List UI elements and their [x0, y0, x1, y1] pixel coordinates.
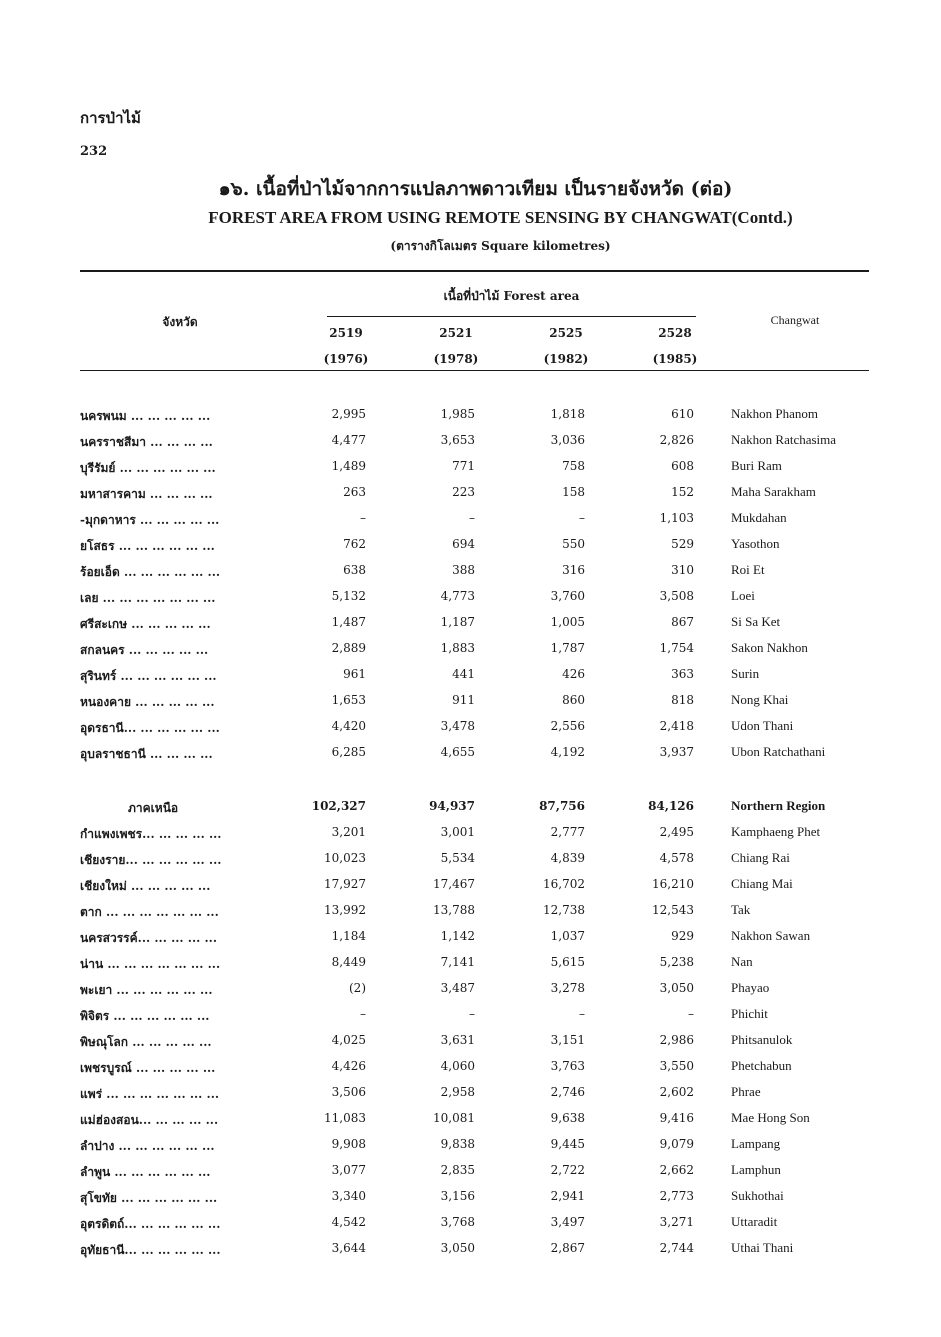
changwat-english: Nan	[731, 954, 753, 969]
year-header-2	[426, 326, 486, 366]
province-thai: -มุกดาหาร ... ... ... ... ...	[80, 513, 220, 527]
column-header-province: จังหวัด	[162, 315, 198, 329]
value-4: 363	[671, 667, 694, 681]
province-thai: สุโขทัย ... ... ... ... ... ...	[80, 1191, 218, 1205]
value-1: 1,489	[331, 459, 366, 473]
province-thai: แพร่ ... ... ... ... ... ... ...	[80, 1087, 220, 1101]
value-1: 1,487	[331, 615, 366, 629]
value-4: 9,416	[659, 1111, 694, 1125]
value-1: 638	[343, 563, 366, 577]
changwat-english: Si Sa Ket	[731, 614, 781, 629]
value-2: 441	[452, 667, 475, 681]
province-thai: ยโสธร ... ... ... ... ... ...	[80, 539, 215, 553]
value-2: 1,883	[440, 641, 475, 655]
value-3: –	[579, 511, 585, 525]
value-4: 3,937	[659, 745, 694, 759]
value-2: –	[469, 511, 475, 525]
value-4: 3,508	[659, 589, 694, 603]
value-1: 9,908	[331, 1137, 366, 1151]
changwat-english: Mukdahan	[731, 510, 787, 525]
value-3: 2,556	[550, 719, 585, 733]
changwat-english: Lamphun	[731, 1162, 781, 1177]
year-be: 2519	[329, 326, 363, 340]
header-bottom-rule	[80, 370, 869, 371]
value-1: 6,285	[331, 745, 366, 759]
value-3: 2,746	[550, 1085, 585, 1099]
value-3: 3,760	[550, 589, 585, 603]
value-1: 3,340	[331, 1189, 366, 1203]
year-be: 2525	[549, 326, 583, 340]
value-1: 1,184	[331, 929, 366, 943]
units-note: (ตารางกิโลเมตร Square kilometres)	[390, 239, 611, 253]
page-number: 232	[80, 144, 108, 159]
value-4: 1,103	[659, 511, 694, 525]
value-4: 3,550	[659, 1059, 694, 1073]
changwat-english: Kamphaeng Phet	[731, 824, 821, 839]
value-4: 929	[671, 929, 694, 943]
value-1: 1,653	[331, 693, 366, 707]
value-1: 11,083	[324, 1111, 366, 1125]
value-4: 2,662	[659, 1163, 694, 1177]
changwat-english: Ubon Ratchathani	[731, 744, 826, 759]
value-4: 2,495	[659, 825, 694, 839]
value-3: 3,497	[550, 1215, 585, 1229]
changwat-english: Surin	[731, 666, 760, 681]
value-1: 17,927	[324, 877, 366, 891]
province-thai: หนองคาย ... ... ... ... ...	[80, 695, 215, 709]
value-2: 9,838	[440, 1137, 475, 1151]
changwat-english: Uttaradit	[731, 1214, 778, 1229]
province-thai: เชียงราย... ... ... ... ... ...	[80, 853, 222, 867]
value-4: 818	[671, 693, 694, 707]
value-1: (2)	[349, 981, 366, 995]
value-3: 12,738	[543, 903, 585, 917]
value-2: 223	[452, 485, 475, 499]
changwat-english: Northern Region	[731, 798, 826, 813]
value-1: 10,023	[324, 851, 366, 865]
province-thai: พะเยา ... ... ... ... ... ...	[80, 983, 213, 997]
value-1: 263	[343, 485, 366, 499]
changwat-english: Maha Sarakham	[731, 484, 816, 499]
province-thai: ศรีสะเกษ ... ... ... ... ...	[80, 617, 211, 631]
value-2: 4,655	[440, 745, 475, 759]
value-3: 2,777	[550, 825, 585, 839]
value-1: 13,992	[324, 903, 366, 917]
value-3: 550	[562, 537, 585, 551]
province-thai: สุรินทร์ ... ... ... ... ... ...	[80, 669, 217, 683]
year-ce: (1976)	[323, 352, 369, 366]
province-thai: ลำปาง ... ... ... ... ... ...	[80, 1139, 215, 1153]
changwat-english: Phrae	[731, 1084, 761, 1099]
value-4: 152	[671, 485, 694, 499]
value-4: 12,543	[652, 903, 694, 917]
value-4: 2,744	[659, 1241, 694, 1255]
value-1: 762	[343, 537, 366, 551]
value-3: 1,818	[550, 407, 585, 421]
forest-area-rule	[327, 316, 696, 317]
value-4: 867	[671, 615, 694, 629]
value-4: 2,826	[659, 433, 694, 447]
value-2: 694	[452, 537, 475, 551]
value-1: 4,542	[331, 1215, 366, 1229]
value-2: 94,937	[429, 799, 475, 813]
value-1: 3,506	[331, 1085, 366, 1099]
changwat-english: Phichit	[731, 1006, 768, 1021]
year-ce: (1985)	[652, 352, 698, 366]
value-4: 5,238	[659, 955, 694, 969]
value-2: 911	[452, 693, 475, 707]
value-1: 3,644	[331, 1241, 366, 1255]
province-thai: มหาสารคาม ... ... ... ...	[80, 487, 213, 501]
value-4: 4,578	[659, 851, 694, 865]
province-thai: พิจิตร ... ... ... ... ... ...	[80, 1009, 210, 1023]
table-top-rule	[80, 270, 869, 272]
value-1: 4,025	[331, 1033, 366, 1047]
value-4: 3,050	[659, 981, 694, 995]
changwat-english: Lampang	[731, 1136, 781, 1151]
value-3: 16,702	[543, 877, 585, 891]
province-thai: บุรีรัมย์ ... ... ... ... ... ...	[80, 461, 216, 475]
value-4: 529	[671, 537, 694, 551]
section-title: การป่าไม้	[80, 109, 141, 127]
changwat-english: Phayao	[731, 980, 770, 995]
value-2: 3,156	[440, 1189, 475, 1203]
value-2: 3,631	[440, 1033, 475, 1047]
changwat-english: Chiang Rai	[731, 850, 790, 865]
province-thai: สกลนคร ... ... ... ... ...	[80, 643, 209, 657]
value-1: –	[360, 511, 366, 525]
table-title-english: FOREST AREA FROM USING REMOTE SENSING BY CHANGWAT(Contd.)	[208, 208, 793, 227]
year-header-3	[536, 326, 596, 366]
value-3: 2,722	[550, 1163, 585, 1177]
changwat-english: Phitsanulok	[731, 1032, 793, 1047]
value-3: 5,615	[550, 955, 585, 969]
value-1: 961	[343, 667, 366, 681]
year-be: 2528	[658, 326, 692, 340]
value-1: 4,477	[331, 433, 366, 447]
value-1: 8,449	[331, 955, 366, 969]
value-4: 2,773	[659, 1189, 694, 1203]
value-3: 3,151	[550, 1033, 585, 1047]
changwat-english: Sukhothai	[731, 1188, 784, 1203]
value-3: 9,638	[550, 1111, 585, 1125]
value-3: 316	[562, 563, 585, 577]
value-3: 3,036	[550, 433, 585, 447]
value-4: 2,602	[659, 1085, 694, 1099]
value-1: 2,995	[331, 407, 366, 421]
province-thai: ภาคเหนือ	[128, 801, 179, 815]
value-3: 3,278	[550, 981, 585, 995]
value-1: 5,132	[331, 589, 366, 603]
value-4: 608	[671, 459, 694, 473]
value-3: 3,763	[550, 1059, 585, 1073]
value-2: 3,050	[440, 1241, 475, 1255]
value-4: 1,754	[659, 641, 694, 655]
value-2: 1,985	[440, 407, 475, 421]
province-thai: ตาก ... ... ... ... ... ... ...	[80, 905, 219, 919]
province-thai: อุทัยธานี... ... ... ... ... ...	[80, 1243, 221, 1257]
province-thai: เพชรบูรณ์ ... ... ... ... ...	[80, 1061, 216, 1075]
province-thai: อุดรธานี... ... ... ... ... ...	[80, 721, 220, 735]
value-1: 3,201	[331, 825, 366, 839]
value-2: –	[469, 1007, 475, 1021]
changwat-english: Buri Ram	[731, 458, 782, 473]
value-2: 2,835	[440, 1163, 475, 1177]
value-2: 388	[452, 563, 475, 577]
year-header-4	[645, 326, 705, 366]
value-1: –	[360, 1007, 366, 1021]
province-thai: กำแพงเพชร... ... ... ... ...	[80, 827, 222, 841]
value-2: 2,958	[440, 1085, 475, 1099]
changwat-english: Tak	[731, 902, 751, 917]
value-2: 771	[452, 459, 475, 473]
changwat-english: Udon Thani	[731, 718, 794, 733]
column-header-changwat: Changwat	[770, 313, 820, 327]
changwat-english: Sakon Nakhon	[731, 640, 808, 655]
value-3: 426	[562, 667, 585, 681]
year-ce: (1978)	[433, 352, 479, 366]
value-3: 4,192	[550, 745, 585, 759]
province-thai: ลำพูน ... ... ... ... ... ...	[80, 1165, 211, 1179]
value-2: 17,467	[433, 877, 475, 891]
value-4: 2,986	[659, 1033, 694, 1047]
province-thai: นครพนม ... ... ... ... ...	[80, 409, 211, 423]
changwat-english: Yasothon	[731, 536, 780, 551]
changwat-english: Mae Hong Son	[731, 1110, 810, 1125]
value-2: 13,788	[433, 903, 475, 917]
column-group-forest-area: เนื้อที่ป่าไม้ Forest area	[443, 289, 580, 303]
province-thai: เลย ... ... ... ... ... ... ...	[80, 591, 216, 605]
value-3: 1,787	[550, 641, 585, 655]
value-4: 2,418	[659, 719, 694, 733]
province-thai: เชียงใหม่ ... ... ... ... ...	[80, 879, 211, 893]
value-3: 9,445	[550, 1137, 585, 1151]
value-2: 7,141	[440, 955, 475, 969]
value-4: –	[688, 1007, 694, 1021]
value-3: –	[579, 1007, 585, 1021]
value-3: 1,005	[550, 615, 585, 629]
changwat-english: Roi Et	[731, 562, 765, 577]
table-title-thai: ๑๖. เนื้อที่ป่าไม้จากการแปลภาพดาวเทียม เป็นรายจังหวัด (ต่อ)	[218, 178, 733, 200]
value-2: 4,773	[440, 589, 475, 603]
value-3: 860	[562, 693, 585, 707]
value-2: 3,478	[440, 719, 475, 733]
year-ce: (1982)	[543, 352, 589, 366]
changwat-english: Chiang Mai	[731, 876, 793, 891]
province-thai: อุตรดิตถ์... ... ... ... ... ...	[80, 1217, 221, 1231]
value-2: 3,653	[440, 433, 475, 447]
value-2: 3,768	[440, 1215, 475, 1229]
province-thai: ร้อยเอ็ด ... ... ... ... ... ...	[80, 565, 221, 579]
value-4: 310	[671, 563, 694, 577]
value-3: 87,756	[539, 799, 585, 813]
year-be: 2521	[439, 326, 473, 340]
value-2: 1,142	[440, 929, 475, 943]
province-thai: นครราชสีมา ... ... ... ...	[80, 435, 213, 449]
province-thai: น่าน ... ... ... ... ... ... ...	[80, 957, 221, 971]
province-thai: อุบลราชธานี ... ... ... ...	[80, 747, 213, 761]
changwat-english: Nakhon Phanom	[731, 406, 819, 421]
value-1: 2,889	[331, 641, 366, 655]
value-3: 2,941	[550, 1189, 585, 1203]
changwat-english: Uthai Thani	[731, 1240, 794, 1255]
province-thai: แม่ฮ่องสอน... ... ... ... ...	[80, 1113, 219, 1127]
value-1: 3,077	[331, 1163, 366, 1177]
value-4: 16,210	[652, 877, 694, 891]
value-2: 10,081	[433, 1111, 475, 1125]
value-1: 102,327	[311, 799, 366, 813]
value-3: 158	[562, 485, 585, 499]
value-2: 4,060	[440, 1059, 475, 1073]
value-4: 9,079	[659, 1137, 694, 1151]
value-3: 4,839	[550, 851, 585, 865]
changwat-english: Phetchabun	[731, 1058, 792, 1073]
value-3: 2,867	[550, 1241, 585, 1255]
value-4: 3,271	[659, 1215, 694, 1229]
changwat-english: Nakhon Sawan	[731, 928, 811, 943]
value-1: 4,420	[331, 719, 366, 733]
value-3: 758	[562, 459, 585, 473]
value-1: 4,426	[331, 1059, 366, 1073]
value-2: 3,487	[440, 981, 475, 995]
province-thai: พิษณุโลก ... ... ... ... ...	[80, 1035, 212, 1049]
value-2: 1,187	[440, 615, 475, 629]
value-3: 1,037	[550, 929, 585, 943]
changwat-english: Nakhon Ratchasima	[731, 432, 837, 447]
changwat-english: Loei	[731, 588, 755, 603]
value-4: 84,126	[648, 799, 694, 813]
value-2: 3,001	[440, 825, 475, 839]
year-header-1	[316, 326, 376, 366]
province-thai: นครสวรรค์... ... ... ... ...	[80, 931, 218, 945]
value-4: 610	[671, 407, 694, 421]
value-2: 5,534	[440, 851, 475, 865]
changwat-english: Nong Khai	[731, 692, 789, 707]
